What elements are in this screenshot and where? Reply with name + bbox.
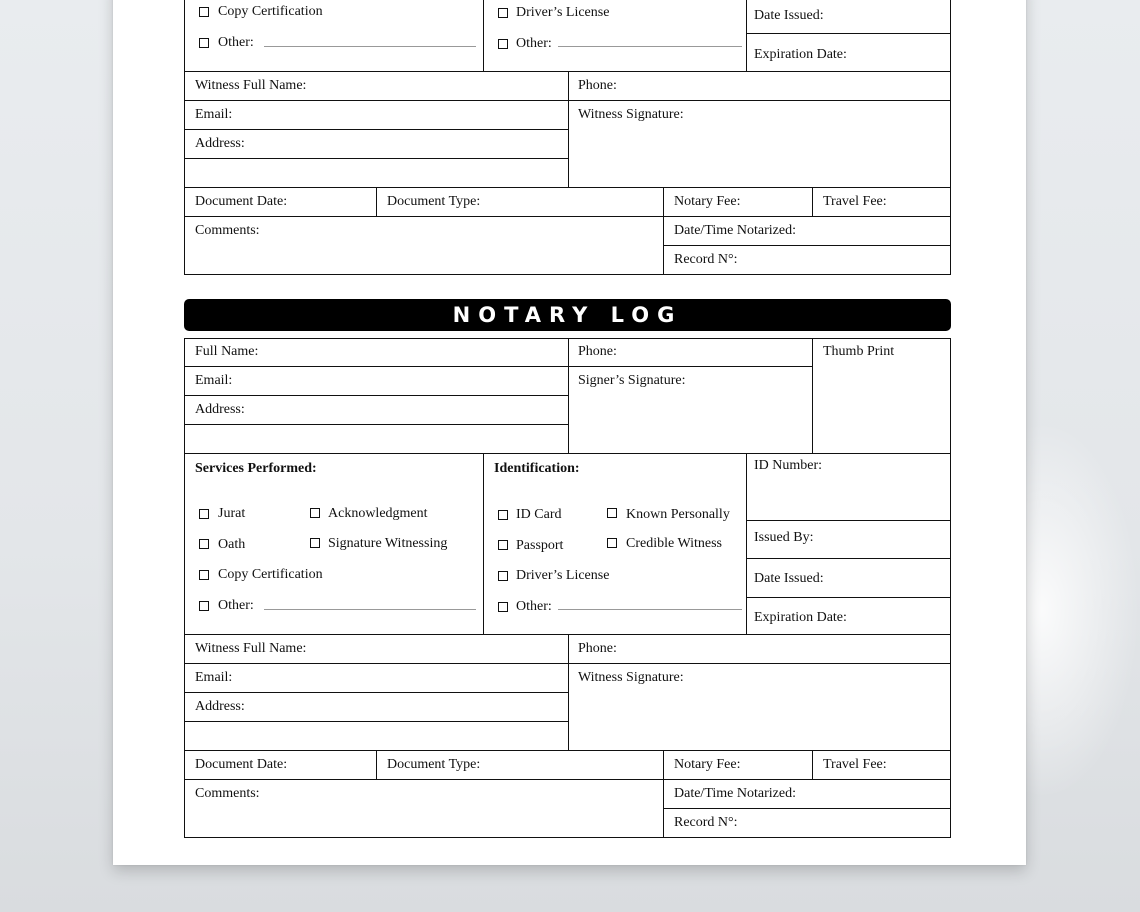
jurat-checkbox[interactable] bbox=[199, 509, 209, 519]
notary-fee-label: Notary Fee: bbox=[674, 194, 741, 209]
address-label: Address: bbox=[195, 402, 245, 417]
known-personally-checkbox[interactable] bbox=[607, 508, 617, 518]
services-other-checkbox[interactable] bbox=[199, 38, 209, 48]
witness-name-label: Witness Full Name: bbox=[195, 78, 307, 93]
identification-other-field[interactable] bbox=[558, 46, 742, 47]
signer-signature-label: Signer’s Signature: bbox=[578, 373, 686, 388]
thumb-print-label: Thumb Print bbox=[823, 344, 895, 359]
signature-witnessing-checkbox[interactable] bbox=[310, 538, 320, 548]
date-issued-label: Date Issued: bbox=[754, 8, 824, 23]
oath-checkbox[interactable] bbox=[199, 539, 209, 549]
id-card-label: ID Card bbox=[516, 507, 562, 522]
witness-address-label: Address: bbox=[195, 136, 245, 151]
travel-fee-label: Travel Fee: bbox=[823, 757, 887, 772]
witness-email-label: Email: bbox=[195, 670, 233, 685]
acknowledgment-checkbox[interactable] bbox=[310, 508, 320, 518]
document-type-label: Document Type: bbox=[387, 194, 481, 209]
witness-name-label: Witness Full Name: bbox=[195, 641, 307, 656]
identification-other-field[interactable] bbox=[558, 609, 742, 610]
record-number-label: Record N°: bbox=[674, 815, 738, 830]
known-personally-label: Known Personally bbox=[626, 507, 730, 522]
copy-certification-checkbox[interactable] bbox=[199, 7, 209, 17]
identification-other-label: Other: bbox=[516, 599, 552, 614]
credible-witness-label: Credible Witness bbox=[626, 536, 722, 551]
datetime-notarized-label: Date/Time Notarized: bbox=[674, 223, 796, 238]
identification-other-checkbox[interactable] bbox=[498, 602, 508, 612]
comments-label: Comments: bbox=[195, 223, 260, 238]
oath-label: Oath bbox=[218, 537, 246, 552]
services-other-checkbox[interactable] bbox=[199, 601, 209, 611]
id-card-checkbox[interactable] bbox=[498, 510, 508, 520]
drivers-license-checkbox[interactable] bbox=[498, 8, 508, 18]
passport-checkbox[interactable] bbox=[498, 540, 508, 550]
expiration-date-label: Expiration Date: bbox=[754, 610, 847, 625]
full-name-label: Full Name: bbox=[195, 344, 259, 359]
id-number-label: ID Number: bbox=[754, 458, 823, 473]
phone-label: Phone: bbox=[578, 344, 617, 359]
jurat-label: Jurat bbox=[218, 506, 246, 521]
acknowledgment-label: Acknowledgment bbox=[328, 506, 428, 521]
drivers-license-label: Driver’s License bbox=[516, 568, 610, 583]
notary-log-banner: NOTARY LOG bbox=[184, 299, 951, 331]
witness-address-label: Address: bbox=[195, 699, 245, 714]
signature-witnessing-label: Signature Witnessing bbox=[328, 536, 448, 551]
document-type-label: Document Type: bbox=[387, 757, 481, 772]
comments-label: Comments: bbox=[195, 786, 260, 801]
drivers-license-checkbox[interactable] bbox=[498, 571, 508, 581]
services-heading: Services Performed: bbox=[195, 461, 317, 476]
notary-fee-label: Notary Fee: bbox=[674, 757, 741, 772]
credible-witness-checkbox[interactable] bbox=[607, 538, 617, 548]
passport-label: Passport bbox=[516, 538, 564, 553]
document-date-label: Document Date: bbox=[195, 757, 288, 772]
identification-other-checkbox[interactable] bbox=[498, 39, 508, 49]
witness-signature-label: Witness Signature: bbox=[578, 107, 684, 122]
email-label: Email: bbox=[195, 373, 233, 388]
issued-by-label: Issued By: bbox=[754, 530, 814, 545]
witness-signature-label: Witness Signature: bbox=[578, 670, 684, 685]
travel-fee-label: Travel Fee: bbox=[823, 194, 887, 209]
witness-email-label: Email: bbox=[195, 107, 233, 122]
identification-other-label: Other: bbox=[516, 36, 552, 51]
services-other-label: Other: bbox=[218, 598, 254, 613]
identification-heading: Identification: bbox=[494, 461, 580, 476]
drivers-license-label: Driver’s License bbox=[516, 5, 610, 20]
services-other-field[interactable] bbox=[264, 46, 476, 47]
copy-certification-label: Copy Certification bbox=[218, 4, 323, 19]
document-date-label: Document Date: bbox=[195, 194, 288, 209]
record-number-label: Record N°: bbox=[674, 252, 738, 267]
expiration-date-label: Expiration Date: bbox=[754, 47, 847, 62]
services-other-field[interactable] bbox=[264, 609, 476, 610]
witness-phone-label: Phone: bbox=[578, 641, 617, 656]
copy-certification-label: Copy Certification bbox=[218, 567, 323, 582]
services-other-label: Other: bbox=[218, 35, 254, 50]
datetime-notarized-label: Date/Time Notarized: bbox=[674, 786, 796, 801]
witness-phone-label: Phone: bbox=[578, 78, 617, 93]
copy-certification-checkbox[interactable] bbox=[199, 570, 209, 580]
date-issued-label: Date Issued: bbox=[754, 571, 824, 586]
